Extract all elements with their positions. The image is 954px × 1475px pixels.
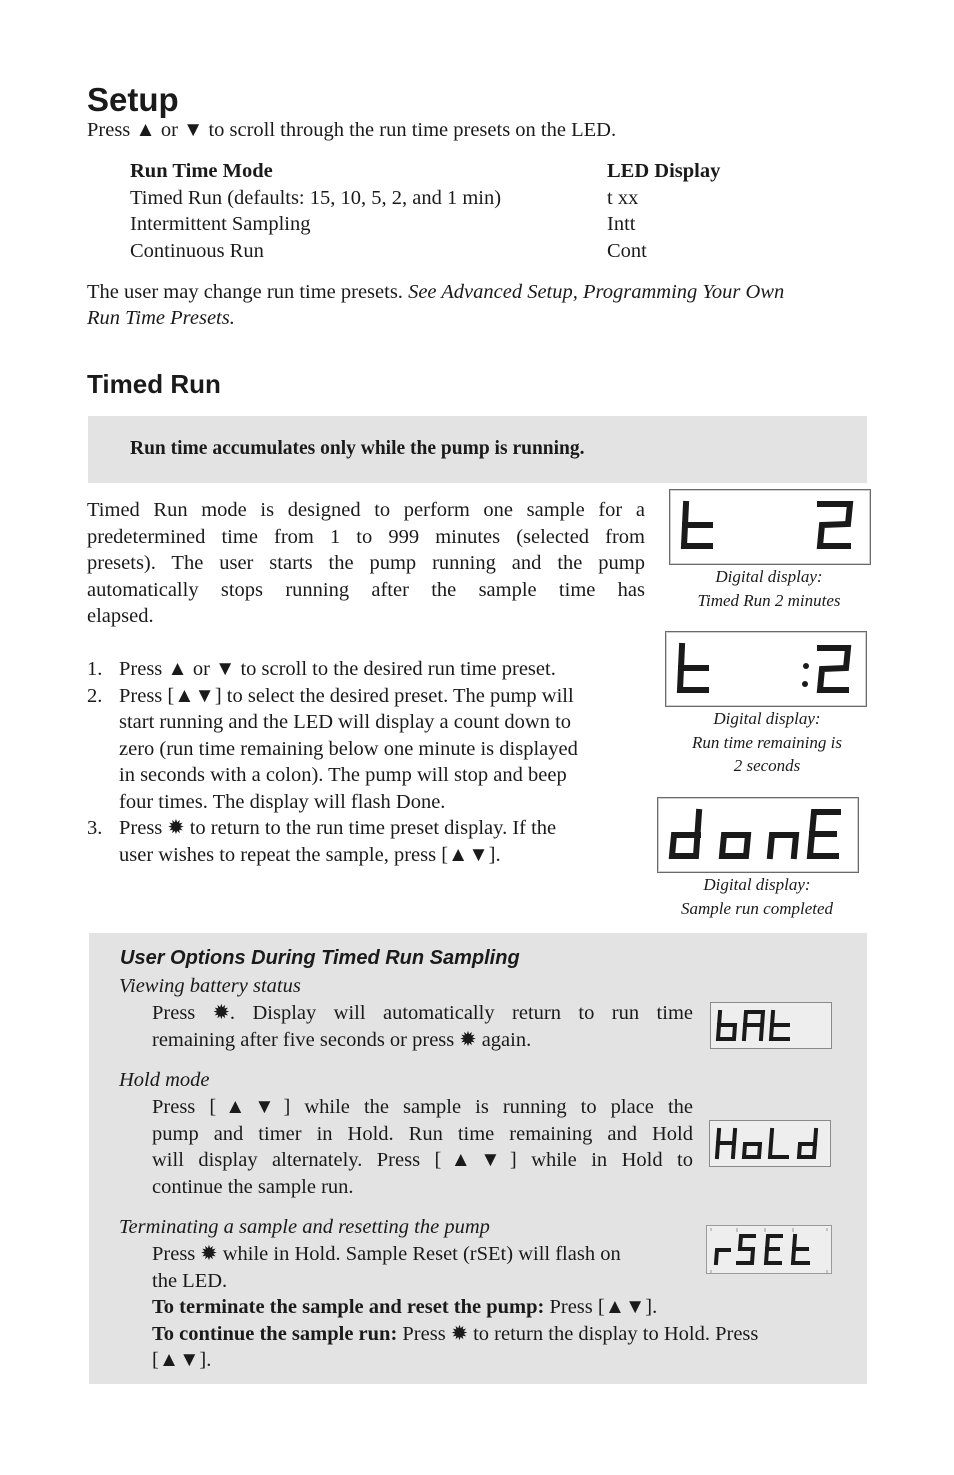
banner-text: Run time accumulates only while the pump is running. xyxy=(130,438,585,459)
step-line: start running and the LED will display a count down to xyxy=(119,711,572,733)
lcd-display-bat xyxy=(710,1002,832,1049)
continue-instruction xyxy=(152,1321,852,1348)
list-item xyxy=(87,683,647,816)
step-number: 1. xyxy=(87,658,103,680)
steps-list xyxy=(87,656,647,868)
continue-label: To continue the sample run: xyxy=(152,1322,398,1345)
hold-line: Press [▲▼] while the sample is running to place the xyxy=(152,1096,693,1118)
caption-line: 2 seconds xyxy=(733,756,801,775)
terminate-heading: Terminating a sample and resetting the pump xyxy=(119,1216,490,1238)
setup-note-plain: The user may change run time presets. xyxy=(87,281,409,303)
hold-line: pump and timer in Hold. Run time remaining and Hold xyxy=(152,1122,693,1145)
banner-box xyxy=(88,416,867,483)
step-line: zero (run time remaining below one minute is displayed xyxy=(119,737,578,760)
lcd-segments-t-colon-2 xyxy=(666,632,866,706)
para-line: predetermined time from 1 to 999 minutes (selected from xyxy=(87,525,645,548)
list-item xyxy=(87,815,647,868)
lcd-segments-t2 xyxy=(670,490,870,564)
terminate-instruction xyxy=(152,1294,852,1321)
setup-note-ref: See Advanced Setup, Programming Your Own xyxy=(408,281,785,303)
step-line: Press ✹ to return to the run time preset display. If the xyxy=(119,817,557,839)
caption-1 xyxy=(669,565,869,612)
setup-intro: Press ▲ or ▼ to scroll through the run time presets on the LED. xyxy=(87,119,617,141)
battery-line: remaining after five seconds or press ✹ again. xyxy=(152,1028,532,1051)
hold-heading: Hold mode xyxy=(119,1069,210,1091)
table-cell: Intermittent Sampling xyxy=(130,213,311,235)
terminate-label: To terminate the sample and reset the pump: xyxy=(152,1296,545,1318)
terminate-action: Press [▲▼]. xyxy=(544,1296,658,1318)
battery-heading: Viewing battery status xyxy=(119,975,301,997)
battery-line: Press ✹. Display will automatically return to run time xyxy=(152,1002,693,1024)
caption-line: Sample run completed xyxy=(680,898,834,918)
step-line: user wishes to repeat the sample, press [▲▼]. xyxy=(119,843,501,866)
table-cell: Cont xyxy=(607,240,647,262)
battery-text xyxy=(152,1000,693,1053)
setup-note xyxy=(87,279,877,306)
lcd-segments-hold xyxy=(710,1121,830,1166)
caption-line: Timed Run 2 minutes xyxy=(697,590,841,610)
hold-text xyxy=(152,1094,693,1200)
para-line: elapsed. xyxy=(87,605,154,627)
continue-action-end: [▲▼]. xyxy=(152,1349,212,1371)
user-options-box xyxy=(89,933,867,1384)
section-title-setup: Setup xyxy=(87,81,179,118)
caption-line: Digital display: xyxy=(703,875,811,894)
para-line: Timed Run mode is designed to perform one sample for a xyxy=(87,499,645,521)
lcd-display-hold xyxy=(709,1120,831,1167)
caption-2 xyxy=(665,707,869,778)
hold-line: will display alternately. Press [▲▼] while in Hold to xyxy=(152,1149,693,1171)
table-cell: Timed Run (defaults: 15, 10, 5, 2, and 1 min) xyxy=(130,187,502,209)
continue-action: Press ✹ to return the display to Hold. Press xyxy=(397,1322,759,1345)
options-title: User Options During Timed Run Sampling xyxy=(120,947,520,969)
setup-note-ref-2: Run Time Presets. xyxy=(87,307,235,329)
table-header-mode: Run Time Mode xyxy=(130,160,273,182)
lcd-display-rset xyxy=(706,1225,832,1274)
hold-line: continue the sample run. xyxy=(152,1175,354,1198)
lcd-display-t2 xyxy=(669,489,871,565)
step-line: four times. The display will flash Done. xyxy=(119,790,446,813)
caption-line: Digital display: xyxy=(715,567,823,586)
caption-line: Digital display: xyxy=(713,709,821,728)
section-title-timed-run: Timed Run xyxy=(87,369,221,399)
para-line: automatically stops running after the sample time has xyxy=(87,578,645,601)
lcd-display-done xyxy=(657,797,859,873)
step-number: 3. xyxy=(87,817,103,839)
step-line: Press ▲ or ▼ to scroll to the desired run time preset. xyxy=(119,658,556,680)
lcd-segments-bat xyxy=(711,1003,831,1048)
caption-line: Run time remaining is xyxy=(692,732,842,752)
table-cell: Continuous Run xyxy=(130,240,264,262)
terminate-line: the LED. xyxy=(152,1269,228,1292)
lcd-display-t-colon-2 xyxy=(665,631,867,707)
table-cell: t xx xyxy=(607,187,639,209)
terminate-line: Press ✹ while in Hold. Sample Reset (rSEt) will flash on xyxy=(152,1243,621,1265)
step-line: in seconds with a colon). The pump will stop and beep xyxy=(119,764,567,786)
table-header-led: LED Display xyxy=(607,160,721,182)
list-item xyxy=(87,656,647,683)
lcd-segments-done xyxy=(658,798,858,872)
caption-3 xyxy=(657,873,857,920)
lcd-segments-rset xyxy=(707,1226,831,1273)
para-line: presets). The user starts the pump running and the pump xyxy=(87,552,645,574)
table-cell: Intt xyxy=(607,213,636,235)
timed-run-paragraph xyxy=(87,497,645,630)
step-number: 2. xyxy=(87,684,103,707)
step-line: Press [▲▼] to select the desired preset. The pump will xyxy=(119,684,574,707)
